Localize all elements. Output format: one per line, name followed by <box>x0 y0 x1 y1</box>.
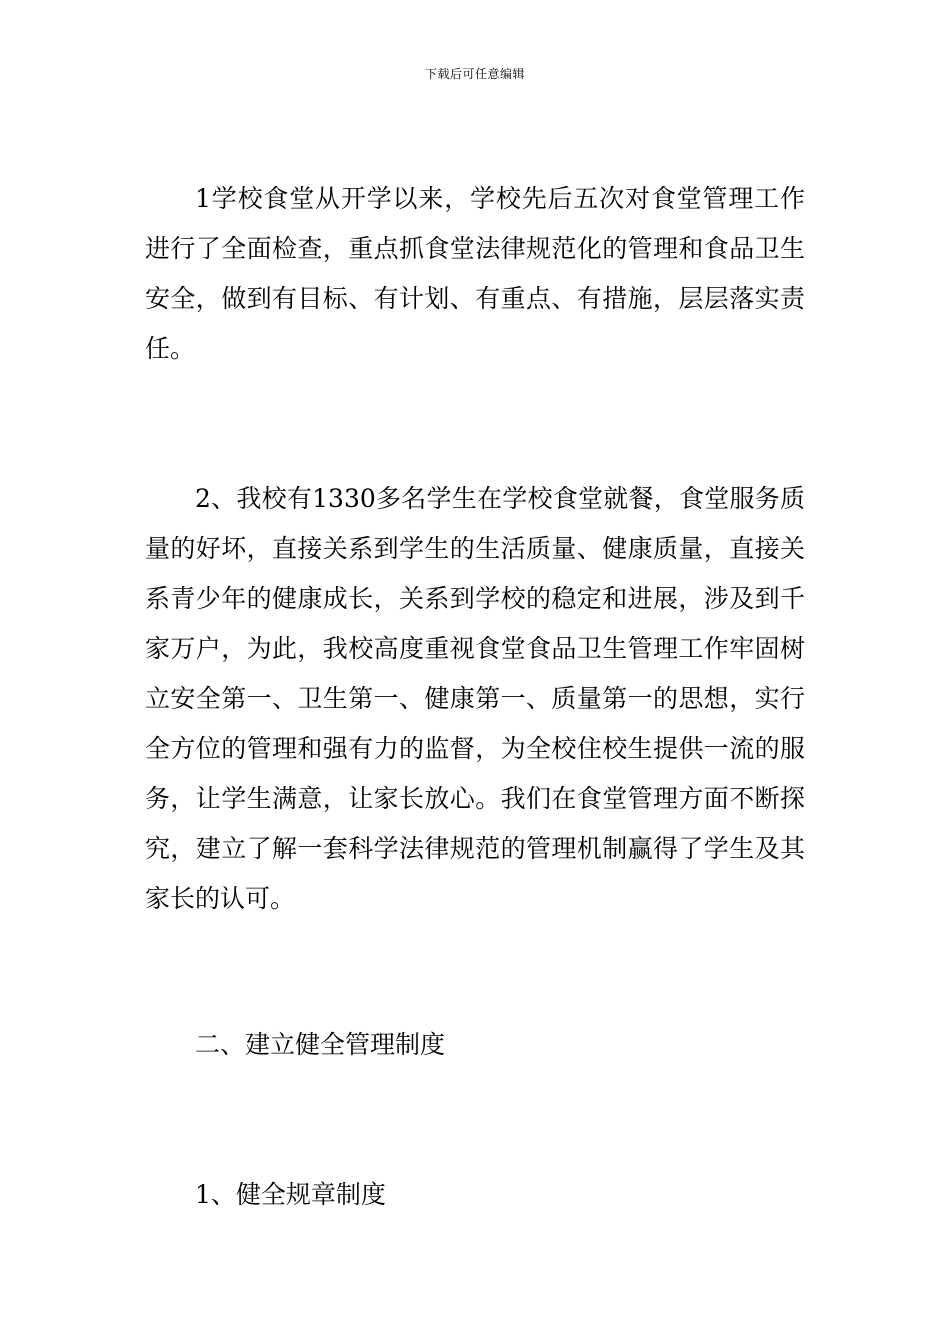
paragraph-canteen-service-quality: 2、我校有1330多名学生在学校食堂就餐，食堂服务质量的好坏，直接关系到学生的生活质量、健康质量，直接关系青少年的健康成长，关系到学校的稳定和进展，涉及到千家万户，为此，我校高度重视食堂食品卫生管理工作牢固树立安全第一、卫生第一、健康第一、质量第一的思想，实行全方位的管理和强有力的监督，为全校住校生提供一流的服务，让学生满意，让家长放心。我们在食堂管理方面不断探究，建立了解一套科学法律规范的管理机制赢得了学生及其家长的认可。 <box>145 484 805 913</box>
paragraph-canteen-inspection: 1学校食堂从开学以来，学校先后五次对食堂管理工作进行了全面检查，重点抓食堂法律规范化的管理和食品卫生安全，做到有目标、有计划、有重点、有措施，层层落实责任。 <box>145 184 805 363</box>
page-header-note: 下载后可任意编辑 <box>424 67 525 81</box>
subsection-heading: 1、健全规章制度 <box>195 1180 386 1209</box>
section-heading: 二、建立健全管理制度 <box>195 1030 446 1059</box>
